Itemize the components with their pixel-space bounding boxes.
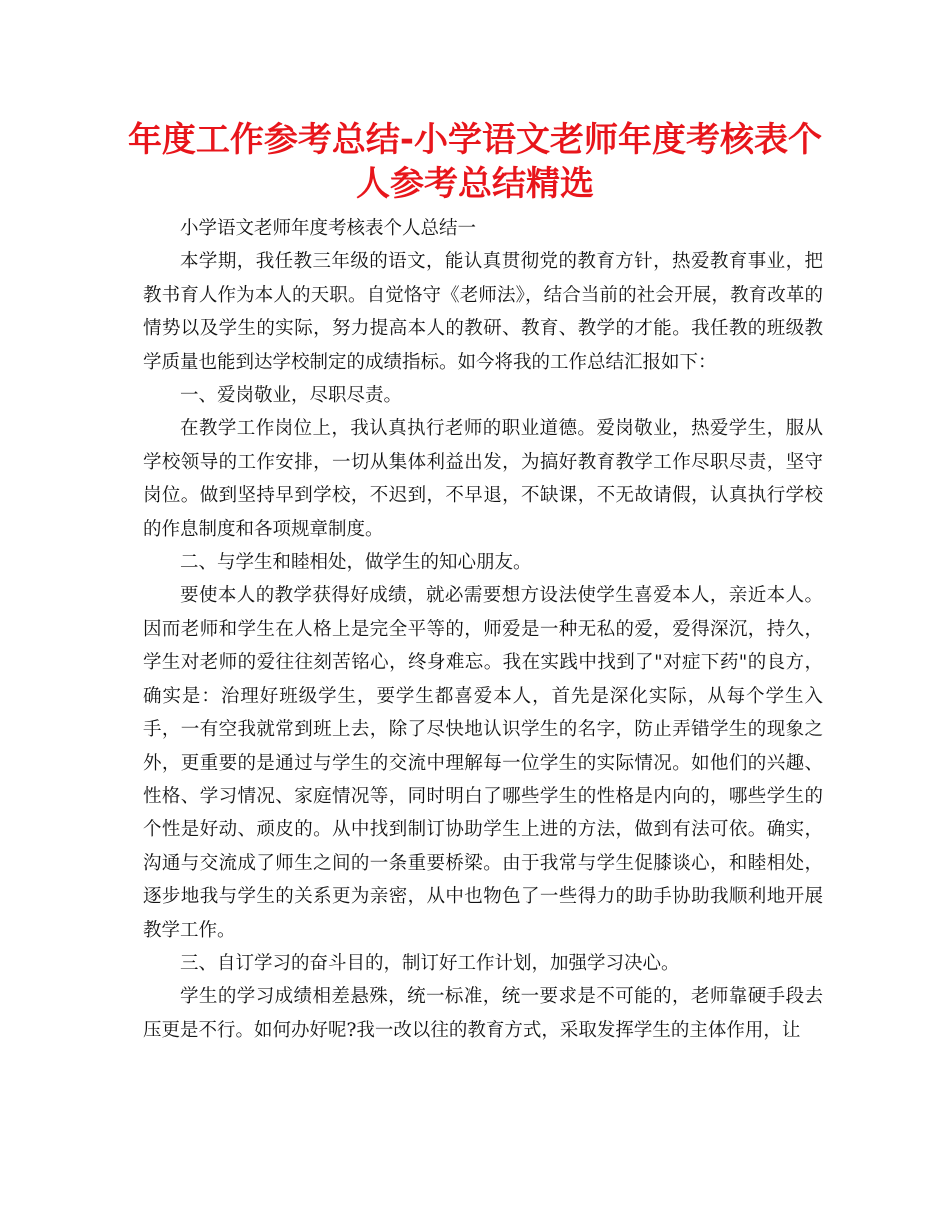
paragraph: 学生的学习成绩相差悬殊，统一标准，统一要求是不可能的，老师靠硬手段去压更是不行。如何办好呢?我一改以往的教育方式，采取发挥学生的主体作用，让 — [143, 986, 823, 1041]
section-heading: 二、与学生和睦相处，做学生的知心朋友。 — [180, 552, 532, 574]
document-body — [143, 212, 823, 1047]
document-title: 年度工作参考总结-小学语文老师年度考核表个人参考总结精选 — [127, 120, 823, 204]
paragraph-subtitle: 小学语文老师年度考核表个人总结一 — [180, 218, 477, 239]
paragraph: 本学期，我任教三年级的语文，能认真贯彻党的教育方针，热爱教育事业，把教书育人作为本人的天职。自觉恪守《老师法》，结合当前的社会开展，教育改革的情势以及学生的实际，努力提高本人的教研、教育、教学的才能。我任教的班级教学质量也能到达学校制定的成绩指标。如今将我的工作总结汇报如下： — [143, 251, 823, 373]
paragraph: 在教学工作岗位上，我认真执行老师的职业道德。爱岗敬业，热爱学生，服从学校领导的工作安排，一切从集体利益出发，为搞好教育教学工作尽职尽责，坚守岗位。做到坚持早到学校，不迟到，不早退，不缺课，不无故请假，认真执行学校的作息制度和各项规章制度。 — [143, 418, 823, 540]
paragraph: 要使本人的教学获得好成绩，就必需要想方设法使学生喜爱本人，亲近本人。因而老师和学生在人格上是完全平等的，师爱是一种无私的爱，爱得深沉，持久，学生对老师的爱往往刻苦铭心，终身难忘。我在实践中找到了"对症下药"的良方，确实是：治理好班级学生，要学生都喜爱本人，首先是深化实际，从每个学生入手，一有空我就常到班上去，除了尽快地认识学生的名字，防止弄错学生的现象之外，更重要的是通过与学生的交流中理解每一位学生的实际情况。如他们的兴趣、性格、学习情况、家庭情况等，同时明白了哪些学生的性格是内向的，哪些学生的个性是好动、顽皮的。从中找到制订协助学生上进的方法，做到有法可依。确实，沟通与交流成了师生之间的一条重要桥梁。由于我常与学生促膝谈心，和睦相处，逐步地我与学生的关系更为亲密，从中也物色了一些得力的助手协助我顺利地开展教学工作。 — [143, 585, 823, 941]
section-heading: 一、爱岗敬业，尽职尽责。 — [180, 385, 403, 407]
section-heading: 三、自订学习的奋斗目的，制订好工作计划，加强学习决心。 — [180, 952, 680, 974]
